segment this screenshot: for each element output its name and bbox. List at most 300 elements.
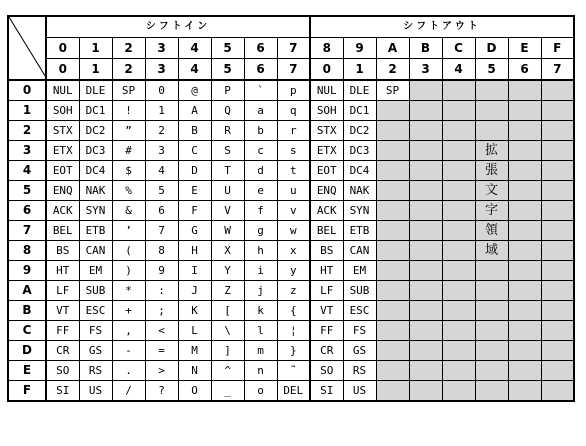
code-cell: F: [178, 201, 211, 221]
code-cell: DC2: [79, 121, 112, 141]
code-cell: A: [178, 101, 211, 121]
code-cell: VT: [46, 301, 79, 321]
empty-gray-cell: [409, 141, 442, 161]
row-header-digit: 6: [8, 201, 46, 221]
empty-gray-cell: [409, 321, 442, 341]
code-cell: [376, 161, 409, 181]
table-row: [8, 181, 574, 201]
code-cell: ,: [112, 321, 145, 341]
column-header-digit: 8: [310, 38, 343, 59]
code-cell: [376, 221, 409, 241]
column-header-digit: 9: [343, 38, 376, 59]
code-cell: a: [244, 101, 277, 121]
empty-gray-cell: [442, 141, 475, 161]
code-cell: p: [277, 80, 310, 101]
empty-gray-cell: [508, 261, 541, 281]
code-cell: [376, 181, 409, 201]
column-header-digit: 5: [475, 59, 508, 81]
code-cell: x: [277, 241, 310, 261]
code-cell: B: [178, 121, 211, 141]
code-cell: t: [277, 161, 310, 181]
empty-gray-cell: [475, 381, 508, 402]
empty-gray-cell: [541, 241, 574, 261]
empty-gray-cell: [442, 381, 475, 402]
code-cell: DC3: [343, 141, 376, 161]
extended-region-char: 張: [475, 161, 508, 181]
empty-gray-cell: [409, 121, 442, 141]
code-cell: s: [277, 141, 310, 161]
empty-gray-cell: [508, 301, 541, 321]
row-header-digit: D: [8, 341, 46, 361]
empty-gray-cell: [442, 201, 475, 221]
empty-gray-cell: [541, 201, 574, 221]
column-header-digit: 0: [46, 38, 79, 59]
empty-gray-cell: [442, 301, 475, 321]
empty-gray-cell: [541, 301, 574, 321]
code-cell: DLE: [79, 80, 112, 101]
code-cell: [376, 201, 409, 221]
code-cell: S: [211, 141, 244, 161]
code-cell: D: [178, 161, 211, 181]
code-cell: DC1: [79, 101, 112, 121]
extended-region-char: 領: [475, 221, 508, 241]
code-cell: CR: [310, 341, 343, 361]
code-cell: Q: [211, 101, 244, 121]
table-row: [8, 161, 574, 181]
code-cell: I: [178, 261, 211, 281]
column-header-digit: F: [541, 38, 574, 59]
code-cell: [376, 141, 409, 161]
code-cell: ACK: [310, 201, 343, 221]
code-cell: SI: [46, 381, 79, 402]
code-cell: /: [112, 381, 145, 402]
column-header-digit: 4: [442, 59, 475, 81]
code-cell: @: [178, 80, 211, 101]
code-cell: f: [244, 201, 277, 221]
code-cell: STX: [46, 121, 79, 141]
code-cell: >: [145, 361, 178, 381]
shift-in-header: シフトイン: [46, 16, 310, 38]
code-cell: NAK: [343, 181, 376, 201]
code-cell: RS: [343, 361, 376, 381]
column-header-digit: 2: [112, 59, 145, 81]
code-cell: G: [178, 221, 211, 241]
code-cell: [376, 101, 409, 121]
code-cell: [376, 281, 409, 301]
empty-gray-cell: [541, 321, 574, 341]
code-cell: SI: [310, 381, 343, 402]
empty-gray-cell: [475, 361, 508, 381]
code-cell: [376, 321, 409, 341]
empty-gray-cell: [508, 341, 541, 361]
code-cell: v: [277, 201, 310, 221]
code-cell: k: [244, 301, 277, 321]
code-cell: V: [211, 201, 244, 221]
empty-gray-cell: [475, 281, 508, 301]
column-header-digit: 7: [277, 59, 310, 81]
code-cell: SOH: [46, 101, 79, 121]
column-header-digit: 2: [376, 59, 409, 81]
code-cell: [376, 341, 409, 361]
empty-gray-cell: [508, 241, 541, 261]
column-header-digit: 5: [211, 59, 244, 81]
empty-gray-cell: [475, 101, 508, 121]
code-cell: H: [178, 241, 211, 261]
code-cell: ]: [211, 341, 244, 361]
row-header-digit: 0: [8, 80, 46, 101]
empty-gray-cell: [508, 121, 541, 141]
table-row: [8, 281, 574, 301]
code-cell: FF: [310, 321, 343, 341]
code-cell: ENQ: [46, 181, 79, 201]
code-cell: o: [244, 381, 277, 402]
code-cell: =: [145, 341, 178, 361]
empty-gray-cell: [409, 80, 442, 101]
code-cell: CR: [46, 341, 79, 361]
code-cell: DEL: [277, 381, 310, 402]
code-cell: ?: [145, 381, 178, 402]
code-cell: SO: [310, 361, 343, 381]
row-header-digit: A: [8, 281, 46, 301]
code-cell: L: [178, 321, 211, 341]
code-cell: 2: [145, 121, 178, 141]
code-cell: 9: [145, 261, 178, 281]
code-cell: SYN: [343, 201, 376, 221]
code-cell: d: [244, 161, 277, 181]
code-cell: [376, 301, 409, 321]
empty-gray-cell: [442, 121, 475, 141]
column-header-digit: 7: [277, 38, 310, 59]
column-header-digit: 1: [79, 38, 112, 59]
code-cell: BS: [46, 241, 79, 261]
code-cell: (: [112, 241, 145, 261]
code-cell: e: [244, 181, 277, 201]
code-cell: [376, 261, 409, 281]
code-cell: R: [211, 121, 244, 141]
table-row: [8, 80, 574, 101]
empty-gray-cell: [541, 261, 574, 281]
code-cell: y: [277, 261, 310, 281]
code-cell: 1: [145, 101, 178, 121]
column-header-digit: 6: [244, 38, 277, 59]
shift-out-header: シフトアウト: [310, 16, 574, 38]
code-cell: 3: [145, 141, 178, 161]
row-header-digit: E: [8, 361, 46, 381]
code-cell: US: [79, 381, 112, 402]
code-cell: C: [178, 141, 211, 161]
code-cell: `: [244, 80, 277, 101]
column-header-digit: 5: [211, 38, 244, 59]
empty-gray-cell: [442, 241, 475, 261]
empty-gray-cell: [508, 181, 541, 201]
code-cell: ^: [211, 361, 244, 381]
empty-gray-cell: [541, 121, 574, 141]
code-cell: O: [178, 381, 211, 402]
code-cell: n: [244, 361, 277, 381]
code-cell: r: [277, 121, 310, 141]
character-code-table: [7, 15, 575, 402]
empty-gray-cell: [409, 161, 442, 181]
extended-region-char: 字: [475, 201, 508, 221]
code-cell: z: [277, 281, 310, 301]
empty-gray-cell: [409, 341, 442, 361]
code-cell: GS: [79, 341, 112, 361]
code-cell: NUL: [46, 80, 79, 101]
column-header-digit: C: [442, 38, 475, 59]
code-cell: q: [277, 101, 310, 121]
empty-gray-cell: [409, 381, 442, 402]
code-cell: DLE: [343, 80, 376, 101]
code-cell: SUB: [343, 281, 376, 301]
code-cell: J: [178, 281, 211, 301]
code-cell: SP: [112, 80, 145, 101]
code-cell: T: [211, 161, 244, 181]
code-cell: Y: [211, 261, 244, 281]
empty-gray-cell: [541, 181, 574, 201]
empty-gray-cell: [409, 281, 442, 301]
code-cell: HT: [46, 261, 79, 281]
code-cell: X: [211, 241, 244, 261]
empty-gray-cell: [508, 141, 541, 161]
code-cell: LF: [310, 281, 343, 301]
row-header-digit: 2: [8, 121, 46, 141]
code-cell: ESC: [343, 301, 376, 321]
code-cell: RS: [79, 361, 112, 381]
column-header-digit: 7: [541, 59, 574, 81]
code-cell: -: [112, 341, 145, 361]
table-row: [8, 321, 574, 341]
empty-gray-cell: [409, 221, 442, 241]
code-cell: %: [112, 181, 145, 201]
empty-gray-cell: [409, 261, 442, 281]
code-cell: c: [244, 141, 277, 161]
code-cell: DC4: [343, 161, 376, 181]
code-cell: EM: [343, 261, 376, 281]
code-cell: HT: [310, 261, 343, 281]
code-cell: ETX: [46, 141, 79, 161]
empty-gray-cell: [475, 261, 508, 281]
extended-region-char: 域: [475, 241, 508, 261]
code-cell: SOH: [310, 101, 343, 121]
table-row: [8, 361, 574, 381]
empty-gray-cell: [442, 321, 475, 341]
table-row: [8, 341, 574, 361]
empty-gray-cell: [541, 141, 574, 161]
code-cell: 6: [145, 201, 178, 221]
table-row: [8, 261, 574, 281]
code-cell: ETB: [79, 221, 112, 241]
column-header-digit: 6: [244, 59, 277, 81]
code-cell: GS: [343, 341, 376, 361]
empty-gray-cell: [442, 101, 475, 121]
row-header-digit: 4: [8, 161, 46, 181]
code-cell: ENQ: [310, 181, 343, 201]
code-cell: EOT: [310, 161, 343, 181]
empty-gray-cell: [442, 361, 475, 381]
code-cell: 5: [145, 181, 178, 201]
column-header-digit: 4: [178, 38, 211, 59]
column-header-digit: 3: [145, 59, 178, 81]
empty-gray-cell: [475, 121, 508, 141]
corner-cell: [8, 16, 46, 80]
empty-gray-cell: [508, 221, 541, 241]
column-header-digit: 0: [46, 59, 79, 81]
table-row: [8, 141, 574, 161]
empty-gray-cell: [409, 201, 442, 221]
empty-gray-cell: [409, 101, 442, 121]
code-cell: [: [211, 301, 244, 321]
code-cell: ETX: [310, 141, 343, 161]
code-cell: SYN: [79, 201, 112, 221]
empty-gray-cell: [442, 281, 475, 301]
code-cell: l: [244, 321, 277, 341]
empty-gray-cell: [409, 181, 442, 201]
code-cell: W: [211, 221, 244, 241]
code-cell: h: [244, 241, 277, 261]
column-header-digit: 3: [409, 59, 442, 81]
code-cell: NUL: [310, 80, 343, 101]
column-header-digit: 6: [508, 59, 541, 81]
code-cell: LF: [46, 281, 79, 301]
code-cell: DC4: [79, 161, 112, 181]
code-cell: {: [277, 301, 310, 321]
code-cell: EM: [79, 261, 112, 281]
empty-gray-cell: [541, 361, 574, 381]
code-cell: ¦: [277, 321, 310, 341]
code-cell: [376, 361, 409, 381]
code-cell: }: [277, 341, 310, 361]
code-cell: US: [343, 381, 376, 402]
code-cell: _: [211, 381, 244, 402]
table-row: [8, 301, 574, 321]
empty-gray-cell: [442, 221, 475, 241]
empty-gray-cell: [508, 80, 541, 101]
empty-gray-cell: [442, 181, 475, 201]
empty-gray-cell: [442, 341, 475, 361]
code-cell: b: [244, 121, 277, 141]
code-cell: 8: [145, 241, 178, 261]
code-cell: STX: [310, 121, 343, 141]
code-cell: m: [244, 341, 277, 361]
row-header-digit: 7: [8, 221, 46, 241]
code-cell: FS: [79, 321, 112, 341]
empty-gray-cell: [508, 101, 541, 121]
code-cell: u: [277, 181, 310, 201]
code-cell: P: [211, 80, 244, 101]
row-header-digit: 1: [8, 101, 46, 121]
code-cell: CAN: [343, 241, 376, 261]
table-row: [8, 201, 574, 221]
code-cell: SUB: [79, 281, 112, 301]
code-cell: [376, 121, 409, 141]
extended-region-char: 拡: [475, 141, 508, 161]
code-cell: ;: [145, 301, 178, 321]
table-row: [8, 241, 574, 261]
code-cell: DC3: [79, 141, 112, 161]
empty-gray-cell: [541, 101, 574, 121]
code-cell: U: [211, 181, 244, 201]
empty-gray-cell: [409, 361, 442, 381]
extended-region-char: 文: [475, 181, 508, 201]
empty-gray-cell: [442, 261, 475, 281]
code-cell: FS: [343, 321, 376, 341]
code-cell: Z: [211, 281, 244, 301]
empty-gray-cell: [541, 80, 574, 101]
code-cell: BS: [310, 241, 343, 261]
code-cell: CAN: [79, 241, 112, 261]
column-header-digit: 4: [178, 59, 211, 81]
empty-gray-cell: [442, 80, 475, 101]
empty-gray-cell: [508, 201, 541, 221]
row-header-digit: B: [8, 301, 46, 321]
code-cell: ’: [112, 221, 145, 241]
empty-gray-cell: [409, 301, 442, 321]
empty-gray-cell: [508, 381, 541, 402]
code-cell: SP: [376, 80, 409, 101]
empty-gray-cell: [475, 301, 508, 321]
code-cell: $: [112, 161, 145, 181]
column-header-digit: 2: [112, 38, 145, 59]
empty-gray-cell: [541, 161, 574, 181]
code-cell: :: [145, 281, 178, 301]
code-cell: ESC: [79, 301, 112, 321]
empty-gray-cell: [541, 281, 574, 301]
row-header-digit: 9: [8, 261, 46, 281]
empty-gray-cell: [508, 161, 541, 181]
code-cell: [376, 241, 409, 261]
table-row: [8, 381, 574, 402]
code-cell: N: [178, 361, 211, 381]
code-cell: &: [112, 201, 145, 221]
table-row: [8, 221, 574, 241]
empty-gray-cell: [475, 341, 508, 361]
code-cell: E: [178, 181, 211, 201]
code-cell: ACK: [46, 201, 79, 221]
code-cell: 4: [145, 161, 178, 181]
code-cell: BEL: [310, 221, 343, 241]
code-cell: *: [112, 281, 145, 301]
row-header-digit: 8: [8, 241, 46, 261]
empty-gray-cell: [475, 321, 508, 341]
code-cell: K: [178, 301, 211, 321]
empty-gray-cell: [541, 341, 574, 361]
code-cell: DC2: [343, 121, 376, 141]
table-row: [8, 121, 574, 141]
column-header-digit: 0: [310, 59, 343, 81]
code-cell: j: [244, 281, 277, 301]
code-cell: NAK: [79, 181, 112, 201]
code-cell: ETB: [343, 221, 376, 241]
row-header-digit: C: [8, 321, 46, 341]
code-cell: i: [244, 261, 277, 281]
table-row: [8, 101, 574, 121]
column-header-digit: 1: [79, 59, 112, 81]
column-header-digit: 3: [145, 38, 178, 59]
code-cell: g: [244, 221, 277, 241]
empty-gray-cell: [508, 321, 541, 341]
code-cell: BEL: [46, 221, 79, 241]
code-cell: <: [145, 321, 178, 341]
code-cell: \: [211, 321, 244, 341]
column-header-digit: 1: [343, 59, 376, 81]
code-cell: EOT: [46, 161, 79, 181]
empty-gray-cell: [508, 361, 541, 381]
code-cell: M: [178, 341, 211, 361]
code-cell: FF: [46, 321, 79, 341]
code-cell: 7: [145, 221, 178, 241]
code-cell: #: [112, 141, 145, 161]
row-header-digit: F: [8, 381, 46, 402]
